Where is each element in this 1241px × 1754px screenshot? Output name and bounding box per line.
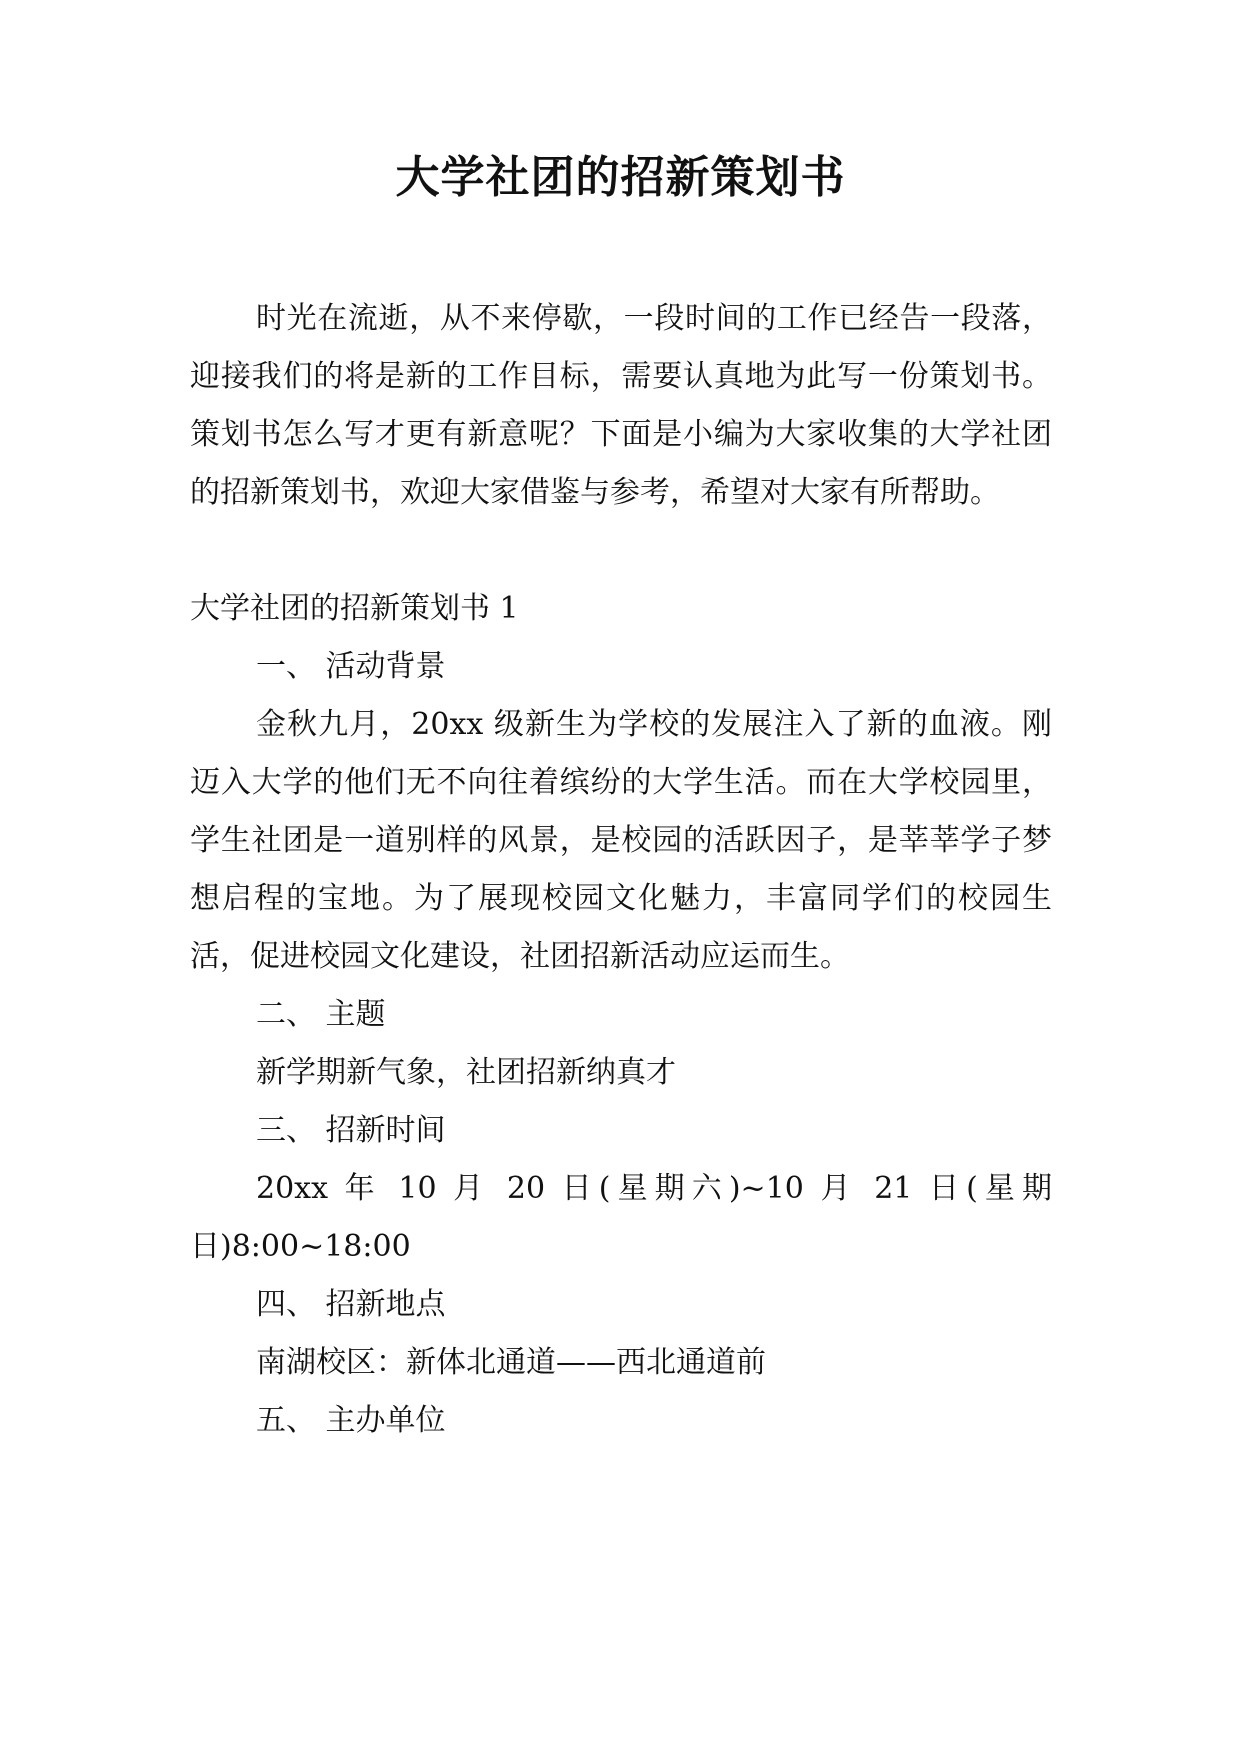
document-title: 大学社团的招新策划书 — [395, 152, 846, 203]
theme-paragraph: 新学期新气象，社团招新纳真才 — [256, 1055, 676, 1090]
heading-time: 三、 招新时间 — [256, 1113, 446, 1148]
heading-theme: 二、 主题 — [256, 997, 386, 1032]
background-paragraph: 金秋九月，20xx 级新生为学校的发展注入了新的血液。刚迈入大学的他们无不向往着缤纷的大学生活。而在大学校园里，学生社团是一道别样的风景，是校园的活跃因子，是莘莘学子梦想启程的宝地。为了展现校园文化魅力，丰富同学们的校园生活，促进校园文化建设，社团招新活动应运而生。 — [190, 707, 1052, 974]
section-title: 大学社团的招新策划书 1 — [190, 591, 519, 626]
heading-organizer: 五、 主办单位 — [256, 1403, 446, 1438]
document-content — [190, 290, 1052, 1450]
intro-paragraph: 时光在流逝，从不来停歇，一段时间的工作已经告一段落，迎接我们的将是新的工作目标，需要认真地为此写一份策划书。策划书怎么写才更有新意呢？下面是小编为大家收集的大学社团的招新策划书，欢迎大家借鉴与参考，希望对大家有所帮助。 — [190, 301, 1052, 510]
heading-background: 一、 活动背景 — [256, 649, 446, 684]
location-paragraph: 南湖校区：新体北通道——西北通道前 — [256, 1345, 766, 1380]
time-paragraph: 20xx 年 10 月 20 日(星期六)~10 月 21 日(星期日)8:00~18:00 — [190, 1171, 1052, 1264]
paragraph-gap — [190, 522, 1052, 580]
heading-location: 四、 招新地点 — [256, 1287, 446, 1322]
